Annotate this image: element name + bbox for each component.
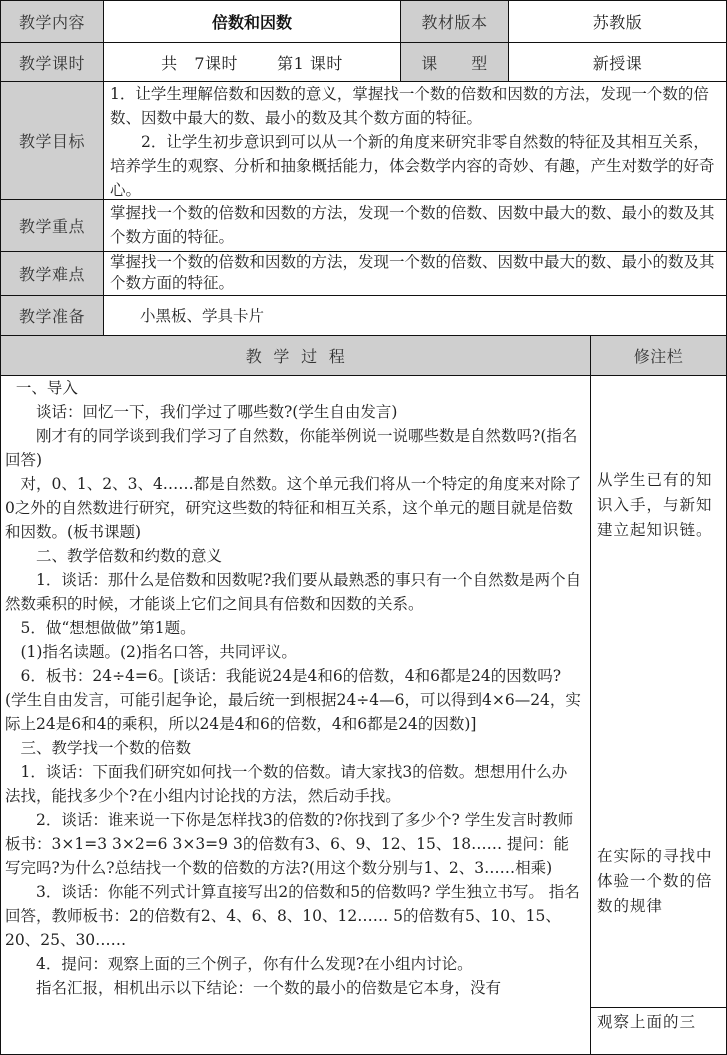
hours-value: 共 7课时 第1 课时 [103, 42, 401, 82]
preparation-content: 小黑板、学具卡片 [103, 295, 727, 336]
note-1: 从学生已有的知识入手，与新知建立起知识链。 [597, 471, 713, 539]
process-paragraph: 指名汇报，相机出示以下结论：一个数的最小的倍数是它本身，没有 [36, 979, 502, 997]
edition-value: 苏教版 [508, 0, 727, 43]
notes-column [590, 375, 727, 1008]
process-paragraph: (1)指名读题。(2)指名口答，共同评议。 [20, 643, 297, 661]
objectives-content [103, 81, 727, 200]
process-paragraph: 1．谈话：那什么是倍数和因数呢?我们要从最熟悉的事只有一个自然数是两个自然数乘积的时候，才能谈上它们之间具有倍数和因数的关系。 [5, 571, 582, 613]
content-label: 教学内容 [0, 0, 104, 43]
objective-2: 2．让学生初步意识到可以从一个新的角度来研究非零自然数的特征及其相互关系，培养学生的观察、分析和抽象概括能力，体会数学内容的奇妙、有趣，产生对数学的好奇心。 [110, 133, 715, 199]
process-paragraph: 对，0、1、2、3、4……都是自然数。这个单元我们将从一个特定的角度来对除了0之外的自然数进行研究，研究这些数的特征和相互关系，这个单元的题目就是倍数和因数。(板书课题) [5, 475, 582, 541]
difficulties-label: 教学难点 [0, 251, 104, 296]
edition-label: 教材版本 [400, 0, 509, 43]
type-value: 新授课 [508, 42, 727, 82]
process-paragraph: 6．板书：24÷4=6。[谈话：我能说24是4和6的倍数，4和6都是24的因数吗?(学生自由发言，可能引起争论，最后统一到根据24÷4—6，可以得到4×6—24，实际上24是6和4的乘积，所以24是4和6的倍数，4和6都是24的因数)] [5, 667, 581, 733]
key-points-content: 掌握找一个数的倍数和因数的方法，发现一个数的倍数、因数中最大的数、最小的数及其个数方面的特征。 [103, 199, 727, 252]
objectives-label: 教学目标 [0, 81, 104, 200]
process-body [0, 375, 591, 1055]
hours-label: 教学课时 [0, 42, 104, 82]
notes-column-continued [590, 1007, 727, 1055]
key-points-label: 教学重点 [0, 199, 104, 252]
process-paragraph: 谈话：回忆一下，我们学过了哪些数?(学生自由发言) [36, 403, 398, 421]
type-label: 课 型 [400, 42, 509, 82]
process-paragraph: 2．谈话：谁来说一下你是怎样找3的倍数的?你找到了多少个? 学生发言时教师板书：3×1=3 3×2=6 3×3=9 3的倍数有3、6、9、12、15、18…… 提问：能写完吗?为什么?总结找一个数的倍数的方法?(用这个数分别与1、2、3……相乘) [5, 811, 574, 877]
notes-header: 修注栏 [590, 335, 727, 376]
process-paragraph: 5．做“想想做做”第1题。 [20, 619, 196, 637]
note-2: 在实际的寻找中体验一个数的倍数的规律 [597, 847, 713, 915]
process-header: 教 学 过 程 [0, 335, 591, 376]
section-intro-heading: 一、导入 [15, 379, 78, 397]
process-paragraph: 4．提问：观察上面的三个例子，你有什么发现?在小组内讨论。 [36, 955, 473, 973]
note-3: 观察上面的三 [597, 1013, 697, 1031]
section-meaning-heading: 二、教学倍数和约数的意义 [36, 547, 223, 565]
difficulties-content: 掌握找一个数的倍数和因数的方法，发现一个数的倍数、因数中最大的数、最小的数及其个数方面的特征。 [103, 251, 727, 296]
preparation-label: 教学准备 [0, 295, 104, 336]
process-paragraph: 3．谈话：你能不列式计算直接写出2的倍数和5的倍数吗? 学生独立书写。 指名回答，教师板书：2的倍数有2、4、6、8、10、12…… 5的倍数有5、10、15、20、25、30…… [5, 883, 580, 949]
section-multiples-heading: 三、教学找一个数的倍数 [20, 739, 192, 757]
process-paragraph: 刚才有的同学谈到我们学习了自然数，你能举例说一说哪些数是自然数吗?(指名回答) [5, 427, 578, 469]
process-paragraph: 1．谈话：下面我们研究如何找一个数的倍数。请大家找3的倍数。想想用什么办法找，能找多少个?在小组内讨论找的方法，然后动手找。 [5, 763, 568, 805]
lesson-title: 倍数和因数 [103, 0, 401, 43]
objective-1: 1．让学生理解倍数和因数的意义，掌握找一个数的倍数和因数的方法，发现一个数的倍数、因数中最大的数、最小的数及其个数方面的特征。 [110, 85, 709, 127]
